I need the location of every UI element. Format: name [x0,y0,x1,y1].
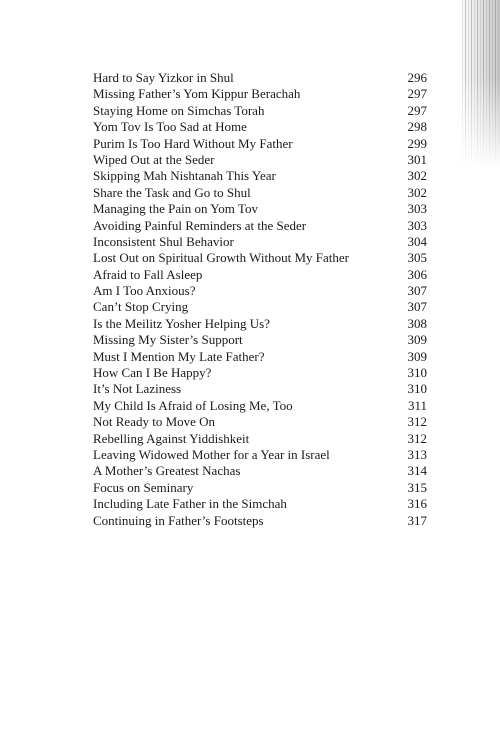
toc-entry-page-number: 315 [407,479,427,495]
toc-entry [93,283,427,299]
toc-entry-page-number: 309 [407,332,427,348]
toc-entry-title: Focus on Seminary [93,479,194,495]
toc-entry-title: Must I Mention My Late Father? [93,348,265,364]
toc-entry-page-number: 309 [407,348,427,364]
toc-entry-title: Leaving Widowed Mother for a Year in Israel [93,446,330,462]
toc-entry [93,201,427,217]
toc-entry [93,234,427,250]
toc-entry [93,299,427,315]
toc-entry-page-number: 306 [407,266,427,282]
toc-entry-title: Missing Father’s Yom Kippur Berachah [93,86,301,102]
toc-entry [93,103,427,119]
toc-entry-title: Afraid to Fall Asleep [93,266,203,282]
toc-entry-title: A Mother’s Greatest Nachas [93,463,241,479]
toc-entry-title: Is the Meilitz Yosher Helping Us? [93,315,270,331]
toc-entry-title: Avoiding Painful Reminders at the Seder [93,217,307,233]
toc-entry-title: Managing the Pain on Yom Tov [93,201,258,217]
toc-entry-title: Including Late Father in the Simchah [93,496,287,512]
toc-entry-page-number: 310 [407,365,427,381]
toc-entry-page-number: 297 [407,102,427,118]
toc-entry-page-number: 307 [407,283,427,299]
toc-entry-title: It’s Not Laziness [93,381,182,397]
toc-entry-title: Missing My Sister’s Support [93,332,243,348]
toc-entry-page-number: 311 [407,397,427,413]
toc-entry-page-number: 302 [407,168,427,184]
toc-entry-page-number: 310 [407,381,427,397]
toc-entry [93,250,427,266]
toc-entry-title: Can’t Stop Crying [93,299,189,315]
toc-entry [93,381,427,397]
toc-entry-page-number: 296 [407,70,427,85]
toc-entry-title: Share the Task and Go to Shul [93,184,251,200]
toc-entry [93,332,427,348]
toc-entry-page-number: 312 [407,414,427,430]
toc-entry-title: Hard to Say Yizkor in Shul [93,70,234,85]
toc-entry [93,414,427,430]
toc-entry [93,480,427,496]
toc-entry-title: Skipping Mah Nishtanah This Year [93,168,276,184]
toc-entry-page-number: 303 [407,201,427,217]
toc-entry [93,365,427,381]
toc-entry-page-number: 312 [407,430,427,446]
toc-entry-title: Staying Home on Simchas Torah [93,102,265,118]
toc-entry-page-number: 304 [407,233,427,249]
toc-entry-page-number: 313 [407,446,427,462]
toc-entry-page-number: 316 [407,496,427,512]
toc-entry [93,496,427,512]
toc-entry-page-number: 308 [407,315,427,331]
toc-entry-page-number: 302 [407,184,427,200]
toc-entry-title: Continuing in Father’s Footsteps [93,512,264,528]
toc-entry-title: Lost Out on Spiritual Growth Without My Father [93,250,349,266]
toc-entry [93,136,427,152]
toc-entry-title: Not Ready to Move On [93,414,216,430]
toc-entry-title: Rebelling Against Yiddishkeit [93,430,250,446]
toc-entry [93,463,427,479]
toc-entry-page-number: 317 [407,512,427,528]
toc-entry-page-number: 307 [407,299,427,315]
toc-entry [93,70,427,86]
toc-entry-title: Yom Tov Is Too Sad at Home [93,119,247,135]
toc-entry [93,447,427,463]
toc-entry [93,119,427,135]
toc-entry-page-number: 303 [407,217,427,233]
toc-entry-page-number: 299 [407,135,427,151]
toc-entry-page-number: 297 [407,86,427,102]
toc-entry [93,185,427,201]
toc-entry [93,431,427,447]
toc-entry-page-number: 301 [407,151,427,167]
toc-entry [93,513,427,529]
toc-entry [93,267,427,283]
toc-entry [93,316,427,332]
toc-entry [93,349,427,365]
table-of-contents [93,70,427,529]
toc-entry-title: Purim Is Too Hard Without My Father [93,135,293,151]
toc-entry-page-number: 314 [407,463,427,479]
toc-entry-page-number: 305 [407,250,427,266]
toc-entry-title: Am I Too Anxious? [93,283,196,299]
toc-entry-title: My Child Is Afraid of Losing Me, Too [93,397,293,413]
toc-entry-title: Wiped Out at the Seder [93,151,215,167]
toc-entry [93,398,427,414]
toc-entry [93,86,427,102]
toc-entry [93,152,427,168]
page-edge-shading [460,0,500,170]
toc-entry-title: How Can I Be Happy? [93,365,212,381]
toc-entry-page-number: 298 [407,119,427,135]
toc-entry-title: Inconsistent Shul Behavior [93,233,234,249]
toc-entry [93,218,427,234]
toc-entry [93,168,427,184]
